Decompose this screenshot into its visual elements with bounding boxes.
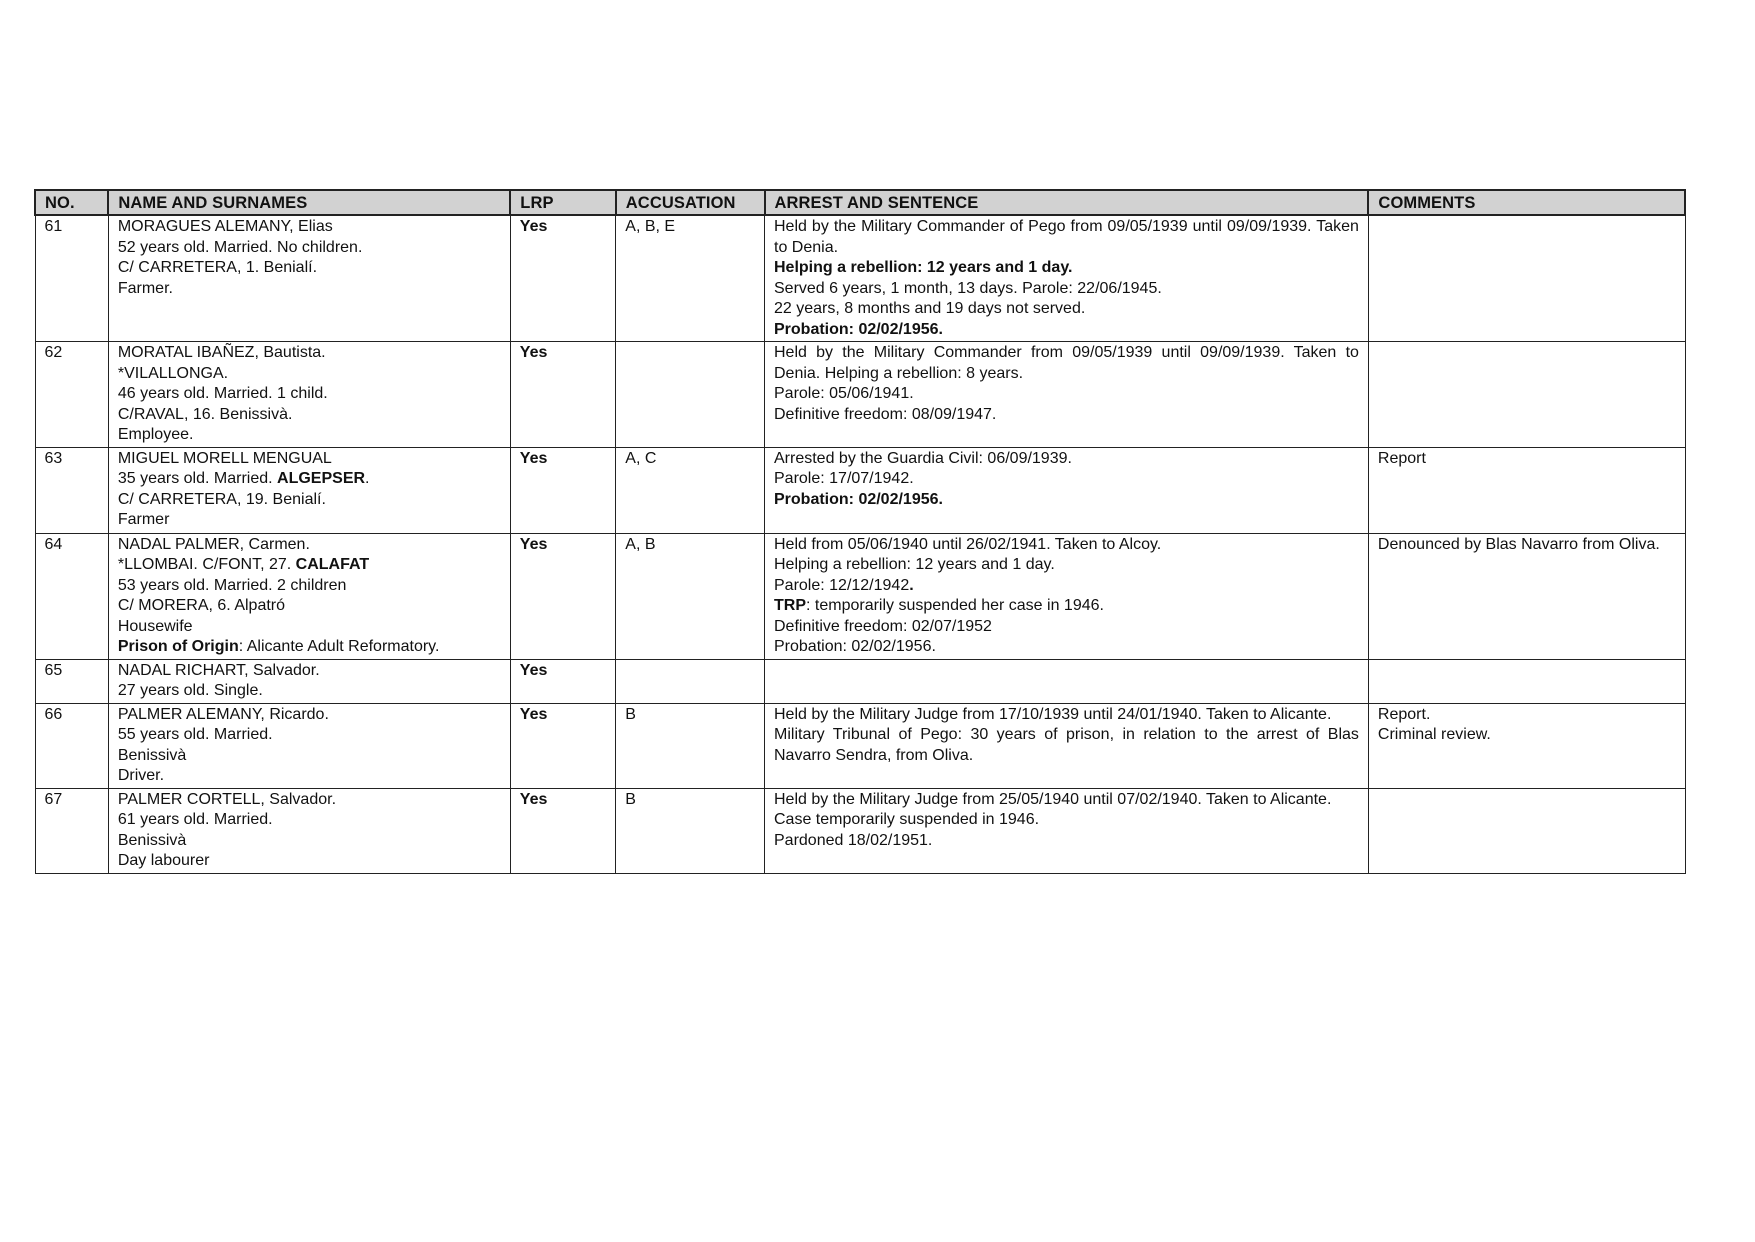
cell-accusation: A, B: [616, 533, 765, 659]
prison-value: : Alicante Adult Reformatory.: [238, 638, 440, 655]
name-line: PALMER ALEMANY, Ricardo.: [117, 705, 329, 723]
cell-comments: [1368, 659, 1685, 703]
arrest-text: : temporarily suspended her case in 1946.: [806, 597, 1104, 614]
table-row: [35, 215, 1685, 342]
name-line: Farmer: [117, 511, 170, 528]
table-row: [35, 533, 1685, 659]
prison-label: Prison of Origin: [117, 638, 239, 655]
arrest-line: Parole: 05/06/1941.: [774, 385, 914, 402]
table-row: [35, 703, 1685, 788]
name-line: [118, 555, 501, 576]
arrest-line: Held by the Military Commander from 09/05/1939 until 09/09/1939. Taken to Denia. Helping a rebellion: 8 years.: [774, 344, 1359, 382]
header-no: NO.: [35, 190, 108, 215]
cell-no: 61: [35, 215, 108, 342]
name-line: *VILALLONGA.: [117, 364, 229, 382]
cell-no: 66: [35, 703, 108, 788]
document-page: [34, 189, 1686, 874]
cell-name: [108, 215, 510, 342]
cell-arrest: [765, 659, 1369, 703]
arrest-line: Military Tribunal of Pego: 30 years of prison, in relation to the arrest of Blas Navarro Sendra, from Oliva.: [774, 726, 1359, 764]
cell-no: 62: [35, 342, 108, 448]
name-line: [118, 469, 501, 490]
name-line: NADAL RICHART, Salvador.: [117, 661, 320, 679]
arrest-line: Held by the Military Commander of Pego from 09/05/1939 until 09/09/1939. Taken to Denia.: [774, 218, 1359, 256]
name-line: MIGUEL MORELL MENGUAL: [117, 449, 332, 467]
cell-accusation: A, B, E: [616, 215, 765, 342]
name-line: Benissivà: [117, 746, 187, 764]
name-line: Farmer.: [117, 279, 173, 297]
cell-accusation: B: [616, 703, 765, 788]
name-line: [118, 637, 501, 658]
cell-arrest: [765, 215, 1369, 342]
arrest-line: Definitive freedom: 08/09/1947.: [774, 405, 997, 423]
cell-comments: [1368, 788, 1685, 873]
arrest-line: Definitive freedom: 02/07/1952: [774, 617, 992, 635]
cell-arrest: [765, 703, 1369, 788]
arrest-line: Served 6 years, 1 month, 13 days. Parole: 22/06/1945.: [774, 279, 1162, 297]
name-line: 52 years old. Married. No children.: [117, 238, 363, 256]
cell-no: 63: [35, 447, 108, 533]
name-line: C/ MORERA, 6. Alpatró: [117, 597, 286, 614]
header-comments: COMMENTS: [1368, 190, 1685, 215]
cell-comments: [1368, 215, 1685, 342]
cell-arrest: [765, 342, 1369, 448]
cell-no: 67: [35, 788, 108, 873]
arrest-line: Held from 05/06/1940 until 26/02/1941. Taken to Alcoy.: [774, 535, 1162, 553]
arrest-line: Held by the Military Judge from 25/05/1940 until 07/02/1940. Taken to Alicante.: [774, 790, 1332, 808]
name-line: MORATAL IBAÑEZ, Bautista.: [117, 344, 326, 361]
cell-accusation: [616, 342, 765, 448]
arrest-line: Case temporarily suspended in 1946.: [774, 811, 1040, 828]
arrest-line: Probation: 02/02/1956.: [774, 490, 943, 508]
arrest-line: Probation: 02/02/1956.: [774, 320, 943, 338]
arrest-line: Parole: 17/07/1942.: [774, 470, 914, 487]
name-line: C/RAVAL, 16. Benissivà.: [117, 405, 293, 423]
nickname-text: CALAFAT: [295, 556, 370, 573]
header-accusation: ACCUSATION: [616, 190, 765, 215]
header-arrest: ARREST AND SENTENCE: [765, 190, 1369, 215]
cell-name: [108, 342, 510, 448]
name-line: Benissivà: [117, 831, 187, 849]
trp-label: TRP: [774, 597, 806, 614]
arrest-line: Pardoned 18/02/1951.: [774, 831, 933, 849]
cell-no: 64: [35, 533, 108, 659]
cell-arrest: [765, 788, 1369, 873]
name-text: .: [365, 470, 370, 487]
arrest-line: Helping a rebellion: 12 years and 1 day.: [774, 556, 1055, 573]
arrest-text: .: [909, 576, 914, 594]
cell-comments: [1368, 342, 1685, 448]
cell-accusation: [616, 659, 765, 703]
table-row: [35, 447, 1685, 533]
arrest-line: Arrested by the Guardia Civil: 06/09/1939.: [774, 449, 1072, 467]
records-table: [34, 189, 1686, 874]
table-row: [35, 659, 1685, 703]
cell-name: [108, 447, 510, 533]
name-line: Day labourer: [117, 852, 210, 869]
name-line: C/ CARRETERA, 19. Benialí.: [117, 490, 326, 508]
name-line: Housewife: [117, 617, 193, 635]
header-lrp: LRP: [510, 190, 616, 215]
table-row: [35, 788, 1685, 873]
arrest-line: Probation: 02/02/1956.: [774, 638, 936, 655]
cell-lrp: Yes: [510, 533, 616, 659]
cell-lrp: Yes: [510, 342, 616, 448]
comment-line: Denounced by Blas Navarro from Oliva.: [1377, 535, 1660, 553]
name-line: 27 years old. Single.: [117, 682, 263, 699]
name-line: 61 years old. Married.: [117, 811, 273, 828]
cell-lrp: Yes: [510, 447, 616, 533]
cell-name: [108, 703, 510, 788]
name-line: 55 years old. Married.: [117, 726, 273, 743]
arrest-line: 22 years, 8 months and 19 days not served.: [774, 300, 1086, 317]
header-row: [35, 190, 1685, 215]
name-line: Driver.: [117, 767, 165, 784]
cell-no: 65: [35, 659, 108, 703]
name-line: NADAL PALMER, Carmen.: [117, 535, 310, 553]
name-line: MORAGUES ALEMANY, Elias: [117, 218, 333, 235]
arrest-line: Helping a rebellion: 12 years and 1 day.: [774, 259, 1073, 276]
comment-line: Report.: [1377, 705, 1431, 723]
cell-lrp: Yes: [510, 215, 616, 342]
name-line: 46 years old. Married. 1 child.: [117, 385, 328, 402]
header-name: NAME AND SURNAMES: [108, 190, 510, 215]
arrest-line: Held by the Military Judge from 17/10/1939 until 24/01/1940. Taken to Alicante.: [774, 705, 1332, 723]
cell-lrp: Yes: [510, 659, 616, 703]
cell-lrp: Yes: [510, 703, 616, 788]
arrest-text: Parole: 12/12/1942: [774, 576, 910, 594]
comment-line: Criminal review.: [1377, 726, 1491, 743]
cell-arrest: [765, 533, 1369, 659]
cell-accusation: B: [616, 788, 765, 873]
name-line: C/ CARRETERA, 1. Benialí.: [117, 259, 318, 276]
arrest-line: [774, 576, 1359, 597]
table-row: [35, 342, 1685, 448]
name-line: PALMER CORTELL, Salvador.: [117, 790, 337, 808]
name-line: Employee.: [117, 426, 194, 443]
cell-comments: [1368, 703, 1685, 788]
cell-name: [108, 659, 510, 703]
cell-accusation: A, C: [616, 447, 765, 533]
nickname-text: ALGEPSER: [277, 470, 366, 487]
name-text: 35 years old. Married.: [117, 470, 278, 487]
cell-name: [108, 533, 510, 659]
cell-comments: Report: [1368, 447, 1685, 533]
cell-name: [108, 788, 510, 873]
cell-lrp: Yes: [510, 788, 616, 873]
name-text: *LLOMBAI. C/FONT, 27.: [117, 556, 296, 573]
name-line: 53 years old. Married. 2 children: [117, 576, 347, 594]
cell-arrest: [765, 447, 1369, 533]
arrest-line: [774, 596, 1359, 617]
cell-comments: [1368, 533, 1685, 659]
